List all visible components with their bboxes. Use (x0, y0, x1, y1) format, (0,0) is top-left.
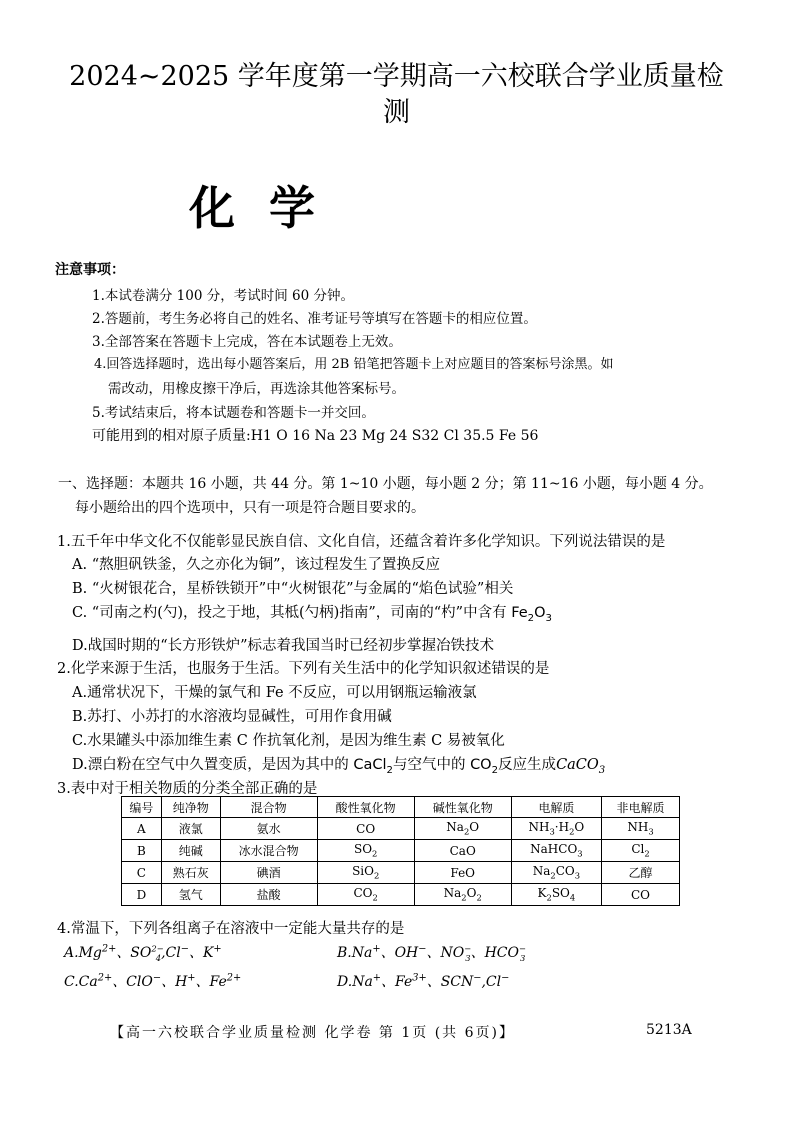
notice-item-2: 2.答题前，考生务必将自己的姓名、准考证号等填写在答题卡的相应位置。 (92, 311, 537, 327)
q4-option-d: D.Na+、$Fe^{3+}$、SCN−,Cl− (337, 972, 510, 990)
table-header-cell: 非电解质 (602, 797, 680, 818)
table-cell: A (122, 818, 162, 840)
table-cell: 碘酒 (220, 862, 317, 884)
table-cell: 盐酸 (220, 884, 317, 906)
exam-title-line-2: 测 (383, 97, 410, 128)
q2-option-a: A.通常状况下，干燥的氯气和 Fe 不反应，可以用钢瓶运输液氯 (72, 685, 477, 701)
q4-option-b: B.Na+、OH−、$NO^-_3$、$HCO^-_3$ (337, 943, 527, 963)
q4-option-a: $A.Mg^{2+}$、$SO^{2-}_4,Cl^-$、K+ (64, 943, 222, 963)
q2-option-b: B.苏打、小苏打的水溶液均显碱性，可用作食用碱 (72, 709, 392, 725)
table-cell: $Na_2O$ (414, 818, 511, 840)
table-cell: CaO (414, 840, 511, 862)
table-cell: D (122, 884, 162, 906)
section-heading-line-1: 一、选择题：本题共 16 小题，共 44 分。第 1~10 小题，每小题 2 分；第 11~16 小题，每小题 4 分。 (58, 476, 713, 492)
notice-item-3: 3.全部答案在答题卡上完成，答在本试题卷上无效。 (92, 334, 402, 350)
table-cell: 冰水混合物 (220, 840, 317, 862)
table-cell: $Na_2CO_3$ (511, 862, 601, 884)
q3-stem: 3.表中对于相关物质的分类全部正确的是 (57, 781, 318, 797)
table-header-row (122, 797, 680, 818)
table-cell: 纯碱 (161, 840, 220, 862)
table-cell: C (122, 862, 162, 884)
table-cell: $Na_2O_2$ (414, 884, 511, 906)
table-cell: FeO (414, 862, 511, 884)
q1-option-a: A. “熬胆矾铁釜，久之亦化为铜”，该过程发生了置换反应 (72, 557, 441, 573)
table-cell: CO (602, 884, 680, 906)
q1-stem: 1.五千年中华文化不仅能彰显民族自信、文化自信，还蕴含着许多化学知识。下列说法错误的是 (57, 534, 666, 550)
table-cell: B (122, 840, 162, 862)
table-header-cell: 纯净物 (161, 797, 220, 818)
notice-item-5: 5.考试结束后，将本试题卷和答题卡一并交回。 (92, 405, 375, 421)
q2-option-d: D.漂白粉在空气中久置变质，是因为其中的 CaCl$_2$与空气中的 $CO_2$反应生成CaCO$_3$ (72, 757, 606, 776)
table-row (122, 862, 680, 884)
q1-option-c: C. “司南之杓(勺)，投之于地，其柢(勺柄)指南”，司南的“杓”中含有 $Fe_2O_3$ (72, 605, 552, 624)
table-cell: 氢气 (161, 884, 220, 906)
notice-item-4: 4.回答选择题时，选出每小题答案后，用 2B 铅笔把答题卡上对应题目的答案标号涂黑。如 (94, 357, 614, 372)
table-header-cell: 编号 (122, 797, 162, 818)
table-cell: $NH_3\cdot H_2O$ (511, 818, 601, 840)
table-header-cell: 碱性氧化物 (414, 797, 511, 818)
page-footer: 【高一六校联合学业质量检测 化学卷 第 1页 (共 6页)】 (110, 1025, 515, 1041)
table-header-cell: 电解质 (511, 797, 601, 818)
q4-option-c: $C.Ca^{2+}$、ClO−、H+、$Fe^{2+}$ (64, 972, 242, 990)
section-heading-line-2: 每小题给出的四个选项中，只有一项是符合题目要求的。 (75, 500, 425, 516)
notice-item-1: 1.本试卷满分 100 分，考试时间 60 分钟。 (92, 288, 354, 304)
table-row (122, 840, 680, 862)
notice-heading: 注意事项： (55, 262, 125, 278)
q4-stem: 4.常温下，下列各组离子在溶液中一定能大量共存的是 (57, 921, 405, 937)
table-cell: 氨水 (220, 818, 317, 840)
table-cell: 熟石灰 (161, 862, 220, 884)
q2-option-c: C.水果罐头中添加维生素 C 作抗氧化剂，是因为维生素 C 易被氧化 (72, 733, 505, 749)
q2-stem: 2.化学来源于生活，也服务于生活。下列有关生活中的化学知识叙述错误的是 (57, 661, 550, 677)
q1-option-d: D.战国时期的“长方形铁炉”标志着我国当时已经初步掌握冶铁技术 (72, 638, 495, 654)
atomic-masses: 可能用到的相对原子质量:H1 O 16 Na 23 Mg 24 S32 Cl 35.5 Fe 56 (92, 428, 539, 444)
table-cell: $SO_2$ (317, 840, 414, 862)
table-row (122, 884, 680, 906)
table-header-cell: 混合物 (220, 797, 317, 818)
table-cell: CO (317, 818, 414, 840)
classification-table (121, 796, 680, 906)
exam-title-line-1: 2024~2025 学年度第一学期高一六校联合学业质量检 (69, 61, 724, 92)
subject-title: 化学 (189, 181, 349, 235)
table-header-cell: 酸性氧化物 (317, 797, 414, 818)
table-row (122, 818, 680, 840)
notice-item-4-cont: 需改动，用橡皮擦干净后，再选涂其他答案标号。 (108, 381, 405, 397)
table-cell: 乙醇 (602, 862, 680, 884)
table-cell: $NH_3$ (602, 818, 680, 840)
q1-option-b: B. “火树银花合，星桥铁锁开”中“火树银花”与金属的“焰色试验”相关 (72, 581, 514, 597)
exam-code: 5213A (646, 1022, 692, 1038)
table-cell: 液氯 (161, 818, 220, 840)
table-cell: $CO_2$ (317, 884, 414, 906)
table-cell: SiO$_2$ (317, 862, 414, 884)
table-cell: $Cl_2$ (602, 840, 680, 862)
table-cell: NaHCO$_3$ (511, 840, 601, 862)
table-cell: $K_2SO_4$ (511, 884, 601, 906)
